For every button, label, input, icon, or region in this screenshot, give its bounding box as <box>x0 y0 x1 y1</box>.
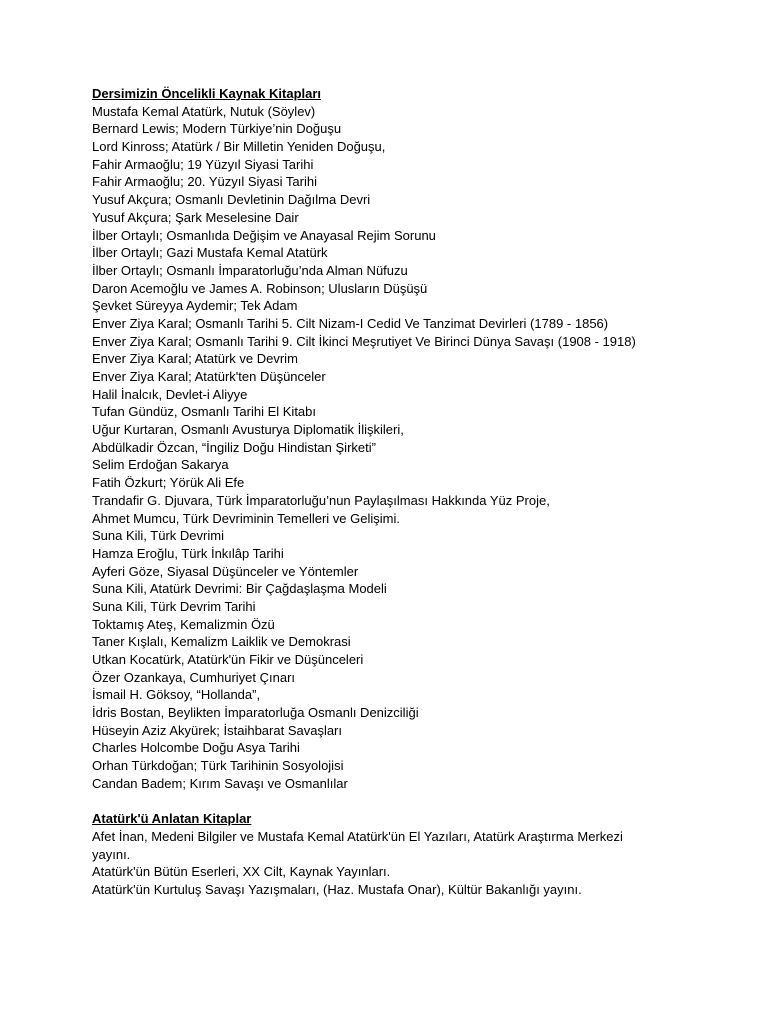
list-item: Afet İnan, Medeni Bilgiler ve Mustafa Kemal Atatürk'ün El Yazıları, Atatürk Araştırma Merkezi <box>92 828 623 844</box>
list-item: Toktamış Ateş, Kemalizmin Özü <box>92 616 275 632</box>
list-item: Enver Ziya Karal; Osmanlı Tarihi 5. Cilt Nizam-I Cedid Ve Tanzimat Devirleri (1789 - 1856) <box>92 315 609 331</box>
list-item: Atatürk'ün Bütün Eserleri, XX Cilt, Kaynak Yayınları. <box>92 864 391 880</box>
list-item: İlber Ortaylı; Osmanlı İmparatorluğu’nda Alman Nüfuzu <box>92 262 408 278</box>
list-item: Orhan Türkdoğan; Türk Tarihinin Sosyolojisi <box>92 758 344 774</box>
list-item: yayını. <box>92 846 131 862</box>
list-item: Tufan Gündüz, Osmanlı Tarihi El Kitabı <box>92 404 316 420</box>
list-item: Selim Erdoğan Sakarya <box>92 457 229 473</box>
list-item: Candan Badem; Kırım Savaşı ve Osmanlılar <box>92 775 348 791</box>
list-item: Suna Kili, Türk Devrimi <box>92 528 224 544</box>
section-heading-ataturk-books: Atatürk'ü Anlatan Kitaplar <box>92 811 252 827</box>
list-item: Enver Ziya Karal; Atatürk'ten Düşünceler <box>92 369 326 384</box>
list-item: Fahir Armaoğlu; 20. Yüzyıl Siyasi Tarihi <box>92 174 317 190</box>
list-item: Enver Ziya Karal; Atatürk ve Devrim <box>92 351 298 367</box>
ataturk-books-list <box>92 828 732 899</box>
list-item: Özer Ozankaya, Cumhuriyet Çınarı <box>92 669 296 685</box>
list-item: Fahir Armaoğlu; 19 Yüzyıl Siyasi Tarihi <box>92 156 314 172</box>
section-heading-primary-sources: Dersimizin Öncelikli Kaynak Kitapları <box>92 86 322 101</box>
primary-sources-list <box>92 103 732 793</box>
list-item: Fatih Özkurt; Yörük Ali Efe <box>92 475 245 491</box>
list-item: Şevket Süreyya Aydemir; Tek Adam <box>92 298 298 314</box>
document-page <box>92 85 732 899</box>
list-item: İlber Ortaylı; Gazi Mustafa Kemal Atatürk <box>92 245 328 261</box>
list-item: Ahmet Mumcu, Türk Devriminin Temelleri ve Gelişimi. <box>92 510 400 526</box>
list-item: Taner Kışlalı, Kemalizm Laiklik ve Demokrasi <box>92 634 351 650</box>
list-item: Daron Acemoğlu ve James A. Robinson; Ulusların Düşüşü <box>92 280 428 296</box>
section-spacer <box>92 793 732 811</box>
list-item: Suna Kili, Türk Devrim Tarihi <box>92 598 256 614</box>
list-item: Uğur Kurtaran, Osmanlı Avusturya Diplomatik İlişkileri, <box>92 422 404 438</box>
list-item: Atatürk'ün Kurtuluş Savaşı Yazışmaları, (Haz. Mustafa Onar), Kültür Bakanlığı yayını. <box>92 881 582 897</box>
list-item: Suna Kili, Atatürk Devrimi: Bir Çağdaşlaşma Modeli <box>92 581 387 597</box>
list-item: Trandafir G. Djuvara, Türk İmparatorluğu’nun Paylaşılması Hakkında Yüz Proje, <box>92 492 550 508</box>
list-item: Hamza Eroğlu, Türk İnkılâp Tarihi <box>92 545 284 561</box>
list-item: İlber Ortaylı; Osmanlıda Değişim ve Anayasal Rejim Sorunu <box>92 227 436 243</box>
list-item: Yusuf Akçura; Osmanlı Devletinin Dağılma Devri <box>92 192 371 208</box>
list-item: Enver Ziya Karal; Osmanlı Tarihi 9. Cilt İkinci Meşrutiyet Ve Birinci Dünya Savaşı (1908 - 1918) <box>92 333 636 349</box>
list-item: Lord Kinross; Atatürk / Bir Milletin Yeniden Doğuşu, <box>92 139 386 155</box>
list-item: Charles Holcombe Doğu Asya Tarihi <box>92 740 300 756</box>
list-item: Mustafa Kemal Atatürk, Nutuk (Söylev) <box>92 103 316 119</box>
list-item: Abdülkadir Özcan, “İngiliz Doğu Hindistan Şirketi” <box>92 439 376 455</box>
list-item: Halil İnalcık, Devlet-i Aliyye <box>92 386 248 402</box>
list-item: Hüseyin Aziz Akyürek; İstaihbarat Savaşları <box>92 722 343 738</box>
list-item: İsmail H. Göksoy, “Hollanda”, <box>92 687 261 703</box>
list-item: Bernard Lewis; Modern Türkiye’nin Doğuşu <box>92 121 342 137</box>
list-item: Ayferi Göze, Siyasal Düşünceler ve Yöntemler <box>92 563 359 579</box>
list-item: Utkan Kocatürk, Atatürk'ün Fikir ve Düşünceleri <box>92 652 364 667</box>
list-item: İdris Bostan, Beylikten İmparatorluğa Osmanlı Denizciliği <box>92 705 419 721</box>
list-item: Yusuf Akçura; Şark Meselesine Dair <box>92 209 299 225</box>
